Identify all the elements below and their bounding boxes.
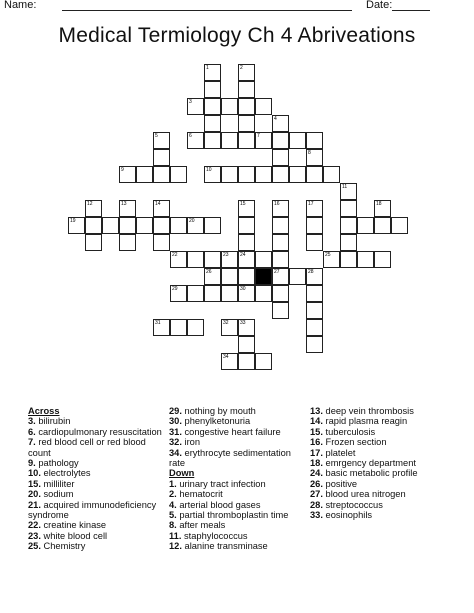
clue-item — [28, 416, 168, 426]
clue-item — [169, 406, 309, 416]
grid-cell[interactable] — [170, 251, 187, 268]
clue-item — [28, 500, 168, 521]
clue-item — [28, 531, 168, 541]
grid-cell[interactable] — [204, 285, 221, 302]
grid-cell[interactable] — [238, 217, 255, 234]
grid-cell[interactable] — [340, 251, 357, 268]
cell-number: 30 — [240, 286, 246, 292]
grid-cell[interactable] — [85, 200, 102, 217]
grid-cell[interactable] — [119, 217, 136, 234]
clue-text: blood urea nitrogen — [322, 489, 406, 500]
grid-cell[interactable] — [238, 132, 255, 149]
clue-number: 22. — [28, 520, 41, 531]
cell-number: 3 — [189, 99, 192, 105]
grid-cell[interactable] — [170, 285, 187, 302]
grid-cell[interactable] — [357, 251, 374, 268]
grid-cell[interactable] — [238, 200, 255, 217]
clue-item — [28, 520, 168, 530]
clue-text: red blood cell or red blood count — [28, 437, 146, 458]
grid-cell[interactable] — [306, 200, 323, 217]
cell-number: 31 — [155, 320, 161, 326]
clue-number: 30. — [169, 416, 182, 427]
across-clue-list — [28, 416, 168, 551]
clue-number: 1. — [169, 478, 177, 489]
cell-number: 11 — [342, 184, 348, 190]
cell-number: 2 — [240, 65, 243, 71]
clue-text: cardiopulmonary resuscitation — [35, 426, 162, 437]
clue-number: 2. — [169, 489, 177, 500]
clue-text: electrolytes — [40, 468, 91, 479]
clue-text: milliliter — [40, 478, 75, 489]
grid-cell[interactable] — [357, 217, 374, 234]
grid-cell[interactable] — [272, 149, 289, 166]
grid-cell[interactable] — [238, 98, 255, 115]
clue-number: 31. — [169, 426, 182, 437]
cell-number: 15 — [240, 201, 246, 207]
clue-number: 9. — [28, 458, 36, 469]
grid-cell[interactable] — [238, 353, 255, 370]
clue-number: 34. — [169, 447, 182, 458]
grid-cell[interactable] — [153, 319, 170, 336]
clues-column-3 — [310, 406, 470, 520]
clue-text: positive — [322, 478, 358, 489]
grid-cell[interactable] — [170, 319, 187, 336]
cell-number: 27 — [274, 269, 280, 275]
cell-number: 10 — [206, 167, 212, 173]
grid-cell[interactable] — [272, 115, 289, 132]
clue-item — [169, 437, 309, 447]
grid-cell[interactable] — [187, 132, 204, 149]
clue-item — [310, 427, 470, 437]
clue-text: acquired immunodeficiency syndrome — [28, 499, 157, 521]
cell-number: 32 — [223, 320, 229, 326]
page-title: Medical Termiology Ch 4 Abriveations — [58, 24, 416, 47]
clue-number: 32. — [169, 437, 182, 448]
clues-column-2 — [169, 406, 309, 552]
clue-number: 13. — [310, 406, 323, 416]
clue-text: pathology — [35, 458, 79, 469]
grid-cell[interactable] — [204, 81, 221, 98]
clue-item — [28, 489, 168, 499]
clue-text: creatine kinase — [40, 520, 107, 531]
across-heading: Across — [28, 406, 60, 416]
clue-item — [169, 541, 309, 551]
grid-cell[interactable] — [306, 234, 323, 251]
grid-cell[interactable] — [221, 268, 238, 285]
grid-cell[interactable] — [170, 166, 187, 183]
clue-item — [310, 489, 470, 499]
grid-cell[interactable] — [204, 166, 221, 183]
grid-cell[interactable] — [272, 217, 289, 234]
grid-cell[interactable] — [187, 98, 204, 115]
clue-text: Chemistry — [40, 541, 86, 552]
cell-number: 18 — [376, 201, 382, 207]
grid-cell[interactable] — [255, 98, 272, 115]
grid-cell[interactable] — [272, 166, 289, 183]
clue-text: tuberculosis — [322, 426, 376, 437]
clue-item — [310, 448, 470, 458]
grid-cell[interactable] — [221, 166, 238, 183]
clue-text: nothing by mouth — [181, 406, 256, 416]
clue-number: 20. — [28, 489, 41, 500]
clue-number: 12. — [169, 541, 182, 552]
grid-cell[interactable] — [340, 200, 357, 217]
grid-cell[interactable] — [238, 64, 255, 81]
clue-item — [169, 479, 309, 489]
grid-cell[interactable] — [374, 217, 391, 234]
clue-number: 4. — [169, 499, 177, 510]
clue-number: 10. — [28, 468, 41, 479]
clue-item — [310, 468, 470, 478]
grid-cell[interactable] — [153, 132, 170, 149]
grid-cell[interactable] — [68, 217, 85, 234]
clue-text: hematocrit — [176, 489, 223, 500]
grid-cell[interactable] — [119, 166, 136, 183]
grid-cell[interactable] — [306, 132, 323, 149]
clue-text: sodium — [40, 489, 74, 500]
cell-number: 8 — [308, 150, 311, 156]
grid-cell[interactable] — [306, 217, 323, 234]
cell-number: 22 — [172, 252, 178, 258]
grid-cell[interactable] — [340, 217, 357, 234]
clue-item — [169, 489, 309, 499]
clue-number: 17. — [310, 447, 323, 458]
clue-text: after meals — [176, 520, 226, 531]
cell-number: 13 — [121, 201, 127, 207]
grid-cell[interactable] — [187, 285, 204, 302]
clue-item — [310, 500, 470, 510]
clue-number: 18. — [310, 458, 323, 469]
clue-item — [169, 531, 309, 541]
grid-cell[interactable] — [255, 132, 272, 149]
clue-number: 27. — [310, 489, 323, 500]
grid-cell[interactable] — [340, 234, 357, 251]
cell-number: 25 — [325, 252, 331, 258]
cell-number: 19 — [70, 218, 76, 224]
clue-number: 21. — [28, 499, 41, 510]
grid-cell[interactable] — [255, 251, 272, 268]
grid-cell[interactable] — [289, 268, 306, 285]
clue-text: alanine transminase — [181, 541, 268, 552]
across-clue-list-continued — [169, 406, 309, 468]
down-clue-list-continued — [310, 406, 470, 520]
clue-number: 15. — [28, 478, 41, 489]
clue-text: arterial blood gases — [176, 499, 261, 510]
clue-number: 24. — [310, 468, 323, 479]
grid-cell[interactable] — [272, 268, 289, 285]
date-label: Date: — [366, 0, 393, 11]
grid-cell[interactable] — [306, 285, 323, 302]
grid-cell[interactable] — [272, 132, 289, 149]
clue-text: emrgency department — [322, 458, 416, 469]
grid-cell[interactable] — [306, 268, 323, 285]
grid-cell[interactable] — [221, 353, 238, 370]
grid-cell[interactable] — [153, 149, 170, 166]
clue-number: 23. — [28, 530, 41, 541]
clue-text: streptococcus — [322, 499, 383, 510]
grid-cell[interactable] — [136, 217, 153, 234]
grid-cell[interactable] — [238, 251, 255, 268]
grid-cell[interactable] — [306, 166, 323, 183]
cell-number: 29 — [172, 286, 178, 292]
clue-text: Frozen section — [322, 437, 387, 448]
grid-cell[interactable] — [289, 166, 306, 183]
grid-cell[interactable] — [255, 353, 272, 370]
clue-text: staphylococcus — [181, 530, 248, 541]
clue-number: 33. — [310, 510, 323, 521]
clue-number: 3. — [28, 416, 36, 427]
down-heading: Down — [169, 468, 195, 479]
clue-text: white blood cell — [40, 530, 108, 541]
clue-text: partial thromboplastin time — [176, 510, 289, 521]
grid-cell[interactable] — [238, 234, 255, 251]
clue-item — [310, 406, 470, 416]
grid-cell[interactable] — [204, 64, 221, 81]
clue-number: 26. — [310, 478, 323, 489]
grid-cell[interactable] — [221, 319, 238, 336]
clue-text: eosinophils — [322, 510, 373, 521]
clue-item — [310, 458, 470, 468]
grid-cell[interactable] — [255, 285, 272, 302]
clue-text: deep vein thrombosis — [322, 406, 414, 416]
grid-cell[interactable] — [238, 166, 255, 183]
grid-block — [255, 268, 272, 285]
cell-number: 4 — [274, 116, 277, 122]
clue-number: 11. — [169, 530, 182, 541]
cell-number: 26 — [206, 269, 212, 275]
grid-cell[interactable] — [153, 234, 170, 251]
grid-cell[interactable] — [170, 217, 187, 234]
clue-number: 16. — [310, 437, 323, 448]
grid-cell[interactable] — [204, 268, 221, 285]
grid-cell[interactable] — [272, 200, 289, 217]
grid-cell[interactable] — [340, 183, 357, 200]
grid-cell[interactable] — [272, 302, 289, 319]
clue-item — [28, 468, 168, 478]
cell-number: 33 — [240, 320, 246, 326]
grid-cell[interactable] — [221, 98, 238, 115]
down-clue-list — [169, 479, 309, 552]
clue-item — [310, 416, 470, 426]
grid-cell[interactable] — [153, 200, 170, 217]
grid-cell[interactable] — [238, 268, 255, 285]
grid-cell[interactable] — [238, 319, 255, 336]
grid-cell[interactable] — [102, 217, 119, 234]
clue-text: platelet — [322, 447, 356, 458]
clue-number: 7. — [28, 437, 36, 448]
clue-text: urinary tract infection — [176, 478, 266, 489]
grid-cell[interactable] — [85, 217, 102, 234]
grid-cell[interactable] — [187, 217, 204, 234]
grid-cell[interactable] — [374, 200, 391, 217]
clue-item — [169, 416, 309, 426]
grid-cell[interactable] — [153, 217, 170, 234]
grid-cell[interactable] — [204, 132, 221, 149]
grid-cell[interactable] — [391, 217, 408, 234]
clue-number: 25. — [28, 541, 41, 552]
grid-cell[interactable] — [238, 285, 255, 302]
cell-number: 28 — [308, 269, 314, 275]
grid-cell[interactable] — [272, 285, 289, 302]
grid-cell[interactable] — [221, 251, 238, 268]
grid-cell[interactable] — [323, 251, 340, 268]
grid-cell[interactable] — [289, 132, 306, 149]
clue-item — [310, 437, 470, 447]
clue-text: congestive heart failure — [181, 426, 281, 437]
clue-item — [169, 520, 309, 530]
grid-cell[interactable] — [306, 149, 323, 166]
clue-item — [28, 437, 168, 458]
grid-cell[interactable] — [204, 98, 221, 115]
clue-number: 8. — [169, 520, 177, 531]
grid-cell[interactable] — [238, 115, 255, 132]
cell-number: 9 — [121, 167, 124, 173]
clue-number: 28. — [310, 499, 323, 510]
cell-number: 12 — [87, 201, 93, 207]
clue-text: bilirubin — [35, 416, 71, 427]
grid-cell[interactable] — [255, 166, 272, 183]
clue-item — [28, 541, 168, 551]
clue-item — [28, 479, 168, 489]
grid-cell[interactable] — [306, 302, 323, 319]
clue-item — [310, 479, 470, 489]
grid-cell[interactable] — [306, 319, 323, 336]
grid-cell[interactable] — [374, 251, 391, 268]
cell-number: 24 — [240, 252, 246, 258]
cell-number: 6 — [189, 133, 192, 139]
cell-number: 1 — [206, 65, 209, 71]
grid-cell[interactable] — [323, 166, 340, 183]
clue-item — [28, 427, 168, 437]
grid-cell[interactable] — [153, 166, 170, 183]
clue-number: 5. — [169, 510, 177, 521]
clue-number: 14. — [310, 416, 323, 427]
cell-number: 23 — [223, 252, 229, 258]
grid-cell[interactable] — [204, 217, 221, 234]
cell-number: 16 — [274, 201, 280, 207]
name-label: Name: — [4, 0, 37, 11]
grid-cell[interactable] — [187, 251, 204, 268]
cell-number: 20 — [189, 218, 195, 224]
clue-number: 15. — [310, 426, 323, 437]
clue-item — [169, 427, 309, 437]
clue-text: iron — [181, 437, 201, 448]
cell-number: 17 — [308, 201, 314, 207]
grid-cell[interactable] — [221, 285, 238, 302]
grid-cell[interactable] — [238, 336, 255, 353]
clue-item — [169, 500, 309, 510]
clue-item — [169, 510, 309, 520]
cell-number: 5 — [155, 133, 158, 139]
grid-cell[interactable] — [204, 251, 221, 268]
clue-text: basic metabolic profile — [322, 468, 418, 479]
cell-number: 34 — [223, 354, 229, 360]
grid-cell[interactable] — [272, 234, 289, 251]
grid-cell[interactable] — [221, 132, 238, 149]
cell-number: 14 — [155, 201, 161, 207]
grid-cell[interactable] — [119, 234, 136, 251]
clue-item — [310, 510, 470, 520]
grid-cell[interactable] — [272, 251, 289, 268]
clues-column-1 — [28, 406, 168, 552]
clue-text: rapid plasma reagin — [322, 416, 408, 427]
clue-item — [169, 448, 309, 469]
clue-number: 6. — [28, 426, 36, 437]
grid-cell[interactable] — [187, 319, 204, 336]
clue-text: erythrocyte sedimentation rate — [169, 447, 291, 469]
grid-cell[interactable] — [119, 200, 136, 217]
clue-item — [28, 458, 168, 468]
clue-text: phenylketonuria — [181, 416, 251, 427]
clue-number: 29. — [169, 406, 182, 416]
grid-cell[interactable] — [306, 336, 323, 353]
grid-cell[interactable] — [136, 166, 153, 183]
grid-cell[interactable] — [238, 81, 255, 98]
grid-cell[interactable] — [85, 234, 102, 251]
cell-number: 7 — [257, 133, 260, 139]
grid-cell[interactable] — [204, 115, 221, 132]
